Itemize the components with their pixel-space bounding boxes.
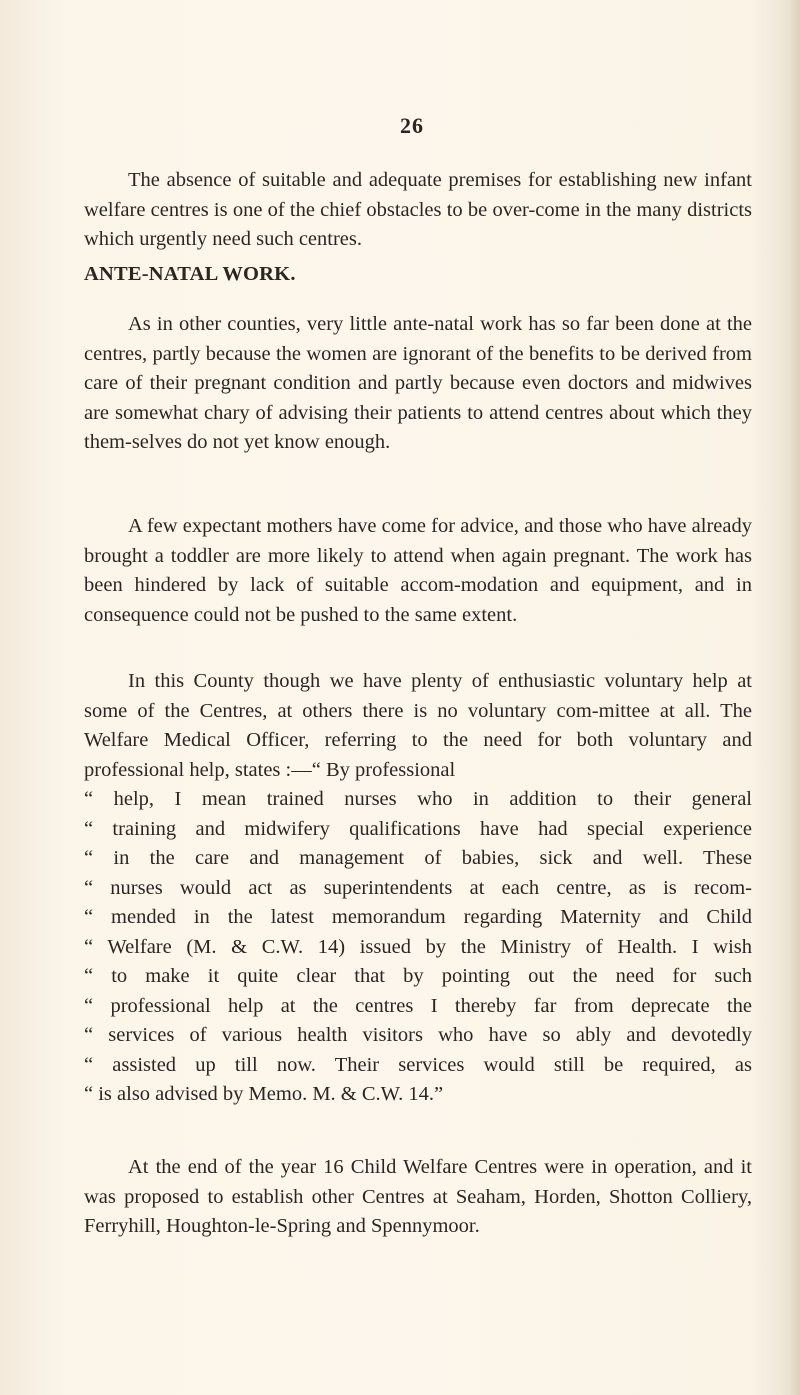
paragraph-county bbox=[84, 667, 752, 1110]
paragraph-antenatal-2-text: A few expectant mothers have come for advice, and those who have already brought a toddler are more likely to attend when again pregnant. The work has been hindered by lack of suitable accom-modation and equipment, and in consequence could not be pushed to the same extent. bbox=[84, 515, 752, 626]
page-edge-shadow bbox=[788, 0, 800, 1395]
paragraph-end-year bbox=[84, 1153, 752, 1242]
paragraph-end-year-text: At the end of the year 16 Child Welfare Centres were in operation, and it was proposed to establish other Centres at Seaham, Horden, Shotton Colliery, Ferryhill, Houghton-le-Spring and Spennymoor. bbox=[84, 1156, 752, 1237]
paragraph-antenatal-1 bbox=[84, 310, 752, 458]
quote-line: “ mended in the latest memorandum regarding Maternity and Child bbox=[84, 906, 752, 928]
section-heading: ANTE-NATAL WORK. bbox=[84, 263, 296, 285]
paragraph-intro bbox=[84, 166, 752, 255]
paragraph-intro-text: The absence of suitable and adequate premises for establishing new infant welfare centres is one of the chief obstacles to be over-come in the many districts which urgently need such centres. bbox=[84, 169, 752, 250]
quotation-block bbox=[84, 785, 752, 1110]
quote-line: “ professional help at the centres I thereby far from deprecate the bbox=[84, 994, 752, 1017]
quote-line: “ services of various health visitors who have so ably and devotedly bbox=[84, 1024, 752, 1046]
quote-line: “ assisted up till now. Their services would still be required, as bbox=[84, 1053, 752, 1076]
paragraph-antenatal-1-text: As in other counties, very little ante-natal work has so far been done at the centres, partly because the women are ignorant of the benefits to be derived from care of their pregnant condition and partly because even doctors and midwives are somewhat chary of advising their patients to attend centres about which they them-selves do not yet know enough. bbox=[84, 313, 752, 453]
quote-line: “ nurses would act as superintendents at each centre, as is recom- bbox=[84, 876, 752, 899]
section-heading-container bbox=[84, 260, 752, 290]
quote-line: “ is also advised by Memo. M. & C.W. 14.” bbox=[84, 1083, 444, 1105]
quote-line: “ Welfare (M. & C.W. 14) issued by the Ministry of Health. I wish bbox=[84, 935, 752, 958]
paragraph-antenatal-2 bbox=[84, 512, 752, 630]
quote-line: “ help, I mean trained nurses who in addition to their general bbox=[84, 788, 752, 810]
quote-line: “ in the care and management of babies, sick and well. These bbox=[84, 847, 752, 869]
quote-line: “ training and midwifery qualifications have had special experience bbox=[84, 817, 752, 840]
paragraph-county-lead: In this County though we have plenty of enthusiastic voluntary help at some of the Centres, at others there is no voluntary com-mittee at all. The Welfare Medical Officer, referring to the need for both voluntary and professional help, states :—“ By professional bbox=[84, 670, 752, 781]
page-number: 26 bbox=[400, 113, 424, 138]
quote-line: “ to make it quite clear that by pointing out the need for such bbox=[84, 965, 752, 987]
